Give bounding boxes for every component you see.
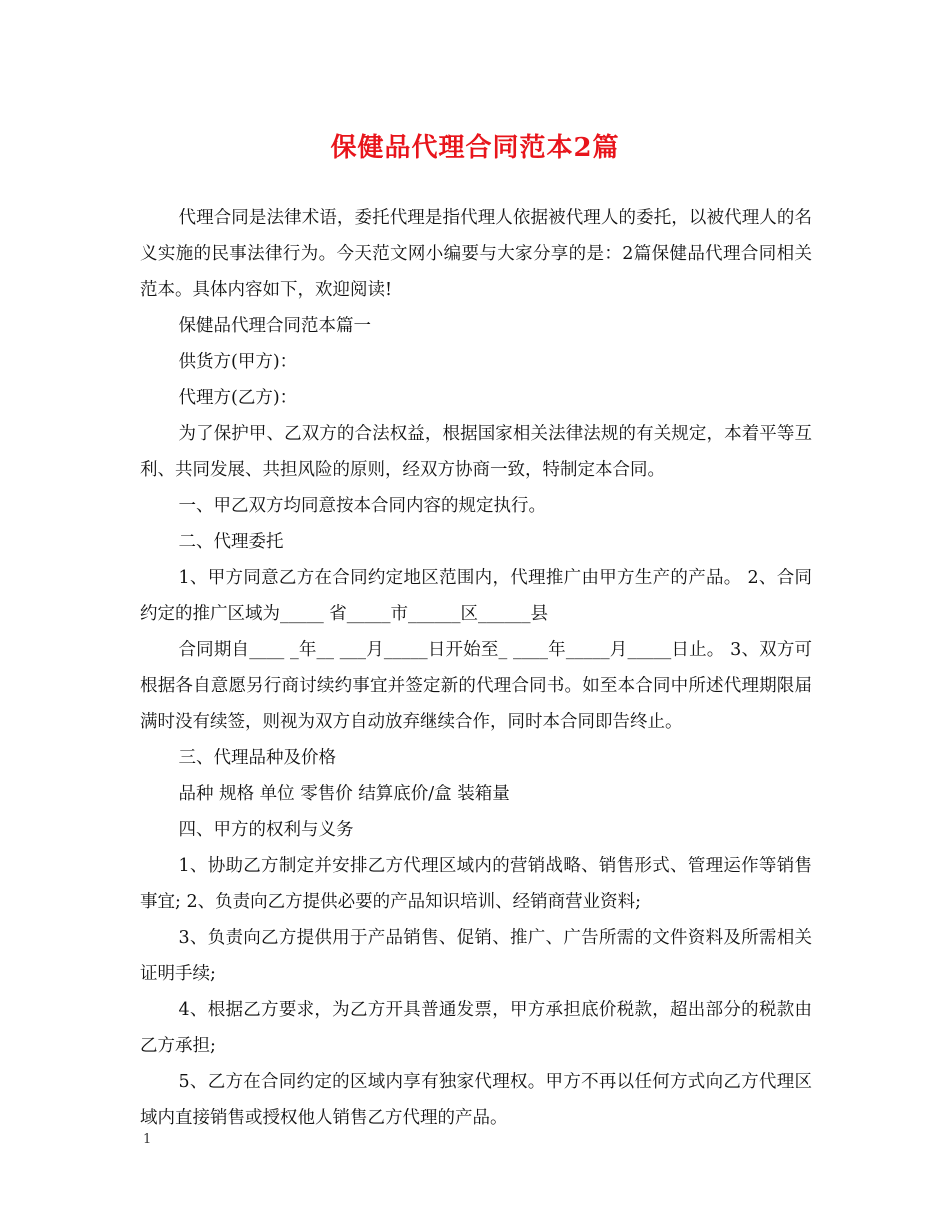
page-number: 1	[143, 1132, 152, 1147]
supplier-line: 供货方(甲方)：	[178, 352, 298, 372]
clause-two-item-1: 1、甲方同意乙方在合同约定地区范围内，代理推广由甲方生产的产品。 2、合同约定的推广区域为_____ 省_____市______区______县	[140, 568, 812, 624]
product-table-header: 品种 规格 单位 零售价 结算底价/盒 装箱量	[178, 784, 510, 804]
contract-period-paragraph: 合同期自____ _年__ ___月_____日开始至_ ____年_____月_____日止。 3、双方可根据各自意愿另行商讨续约事宜并签定新的代理合同书。如至本合同中所述代理期限届满时没有续签，则视为双方自动放弃继续合作，同时本合同即告终止。	[140, 640, 812, 732]
purpose-paragraph: 为了保护甲、乙双方的合法权益，根据国家相关法律法规的有关规定，本着平等互利、共同发展、共担风险的原则，经双方协商一致，特制定本合同。	[140, 424, 812, 480]
section-heading-part-one: 保健品代理合同范本篇一	[178, 316, 371, 336]
agent-line: 代理方(乙方)：	[178, 388, 298, 408]
clause-four-item-5: 5、乙方在合同约定的区域内享有独家代理权。甲方不再以任何方式向乙方代理区域内直接销售或授权他人销售乙方代理的产品。	[140, 1072, 812, 1128]
intro-paragraph: 代理合同是法律术语，委托代理是指代理人依据被代理人的委托，以被代理人的名义实施的民事法律行为。今天范文网小编要与大家分享的是：2篇保健品代理合同相关范本。具体内容如下，欢迎阅读!	[140, 208, 812, 300]
clause-three-heading: 三、代理品种及价格	[178, 748, 336, 768]
clause-two-heading: 二、代理委托	[178, 532, 284, 552]
document-body	[140, 200, 812, 1136]
document-title: 保健品代理合同范本2篇	[330, 133, 620, 163]
clause-four-item-1: 1、协助乙方制定并安排乙方代理区域内的营销战略、销售形式、管理运作等销售事宜; 2、负责向乙方提供必要的产品知识培训、经销商营业资料;	[140, 856, 812, 912]
clause-one: 一、甲乙双方均同意按本合同内容的规定执行。	[178, 496, 546, 516]
clause-four-item-3: 3、负责向乙方提供用于产品销售、促销、推广、广告所需的文件资料及所需相关证明手续;	[140, 928, 812, 984]
clause-four-item-4: 4、根据乙方要求，为乙方开具普通发票，甲方承担底价税款，超出部分的税款由乙方承担;	[140, 1000, 812, 1056]
clause-four-heading: 四、甲方的权利与义务	[178, 820, 354, 840]
